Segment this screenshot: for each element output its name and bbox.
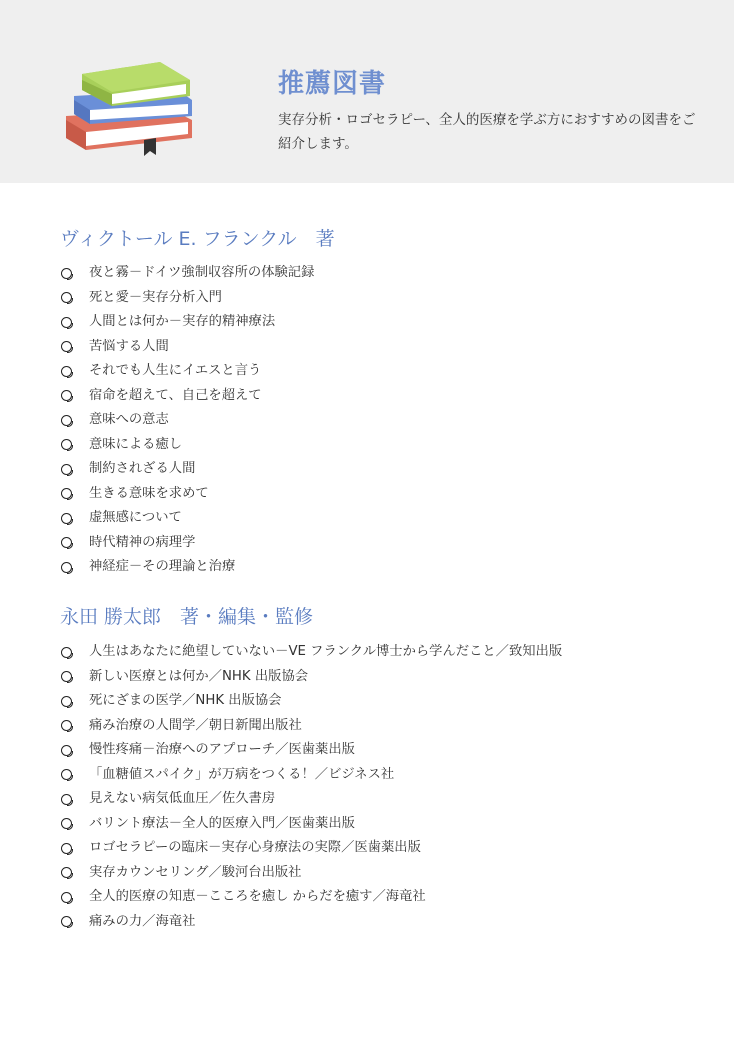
book-title: 見えない病気低血圧／佐久書房: [89, 791, 276, 806]
open-circle-bullet-icon: [61, 513, 72, 524]
open-circle-bullet-icon: [61, 696, 72, 707]
list-item: [60, 433, 314, 458]
open-circle-bullet-icon: [61, 867, 72, 878]
book-list-frankl: [60, 261, 314, 580]
list-item: [60, 457, 314, 482]
list-item: [60, 861, 562, 886]
list-item: [60, 640, 562, 665]
book-title: 痛み治療の人間学／朝日新聞出版社: [89, 717, 302, 733]
open-circle-bullet-icon: [61, 268, 72, 279]
open-circle-bullet-icon: [61, 537, 72, 548]
list-item: [60, 310, 314, 335]
list-item: [60, 286, 314, 311]
list-item: [60, 812, 562, 837]
book-title: 生きる意味を求めて: [89, 485, 209, 501]
list-item: [60, 787, 562, 812]
book-title: 神経症－その理論と治療: [89, 559, 236, 574]
open-circle-bullet-icon: [61, 439, 72, 450]
open-circle-bullet-icon: [61, 562, 72, 573]
open-circle-bullet-icon: [61, 818, 72, 829]
open-circle-bullet-icon: [61, 843, 72, 854]
book-title: 死にざまの医学／NHK 出版協会: [89, 693, 282, 708]
book-title: 虚無感について: [89, 510, 182, 525]
open-circle-bullet-icon: [61, 745, 72, 756]
book-title: 全人的医療の知恵－こころを癒し からだを癒す／海竜社: [89, 889, 426, 904]
page-title: 推薦図書: [278, 69, 387, 99]
list-item: [60, 506, 314, 531]
list-item: [60, 555, 314, 580]
book-title: 「血糖値スパイク」が万病をつくる！／ビジネス社: [89, 766, 395, 782]
list-item: [60, 689, 562, 714]
section-title-nagata: 永田 勝太郎 著・編集・監修: [60, 606, 314, 628]
open-circle-bullet-icon: [61, 488, 72, 499]
book-title: 苦悩する人間: [89, 338, 169, 354]
open-circle-bullet-icon: [61, 464, 72, 475]
open-circle-bullet-icon: [61, 366, 72, 377]
open-circle-bullet-icon: [61, 341, 72, 352]
open-circle-bullet-icon: [61, 317, 72, 328]
list-item: [60, 714, 562, 739]
open-circle-bullet-icon: [61, 292, 72, 303]
book-title: 慢性疼痛－治療へのアプローチ／医歯薬出版: [89, 742, 355, 757]
book-title: 制約されざる人間: [89, 461, 196, 476]
book-title: 意味による癒し: [89, 436, 183, 452]
list-item: [60, 359, 314, 384]
page-description: 実存分析・ロゴセラピー、全人的医療を学ぶ方におすすめの図書をご紹介します。: [278, 112, 696, 152]
list-item: [60, 482, 314, 507]
open-circle-bullet-icon: [61, 647, 72, 658]
list-item: [60, 384, 314, 409]
list-item: [60, 885, 562, 910]
open-circle-bullet-icon: [61, 415, 72, 426]
open-circle-bullet-icon: [61, 720, 72, 731]
list-item: [60, 763, 562, 788]
book-title: 時代精神の病理学: [89, 534, 196, 550]
book-title: 人生はあなたに絶望していない－VE フランクル博士から学んだこと／致知出版: [89, 644, 563, 659]
list-item: [60, 836, 562, 861]
list-item: [60, 665, 562, 690]
book-title: 実存カウンセリング／駿河台出版社: [89, 864, 302, 880]
open-circle-bullet-icon: [61, 794, 72, 805]
book-title: 痛みの力／海竜社: [89, 913, 196, 929]
open-circle-bullet-icon: [61, 916, 72, 927]
book-title: それでも人生にイエスと言う: [89, 363, 262, 378]
book-title: バリント療法－全人的医療入門／医歯薬出版: [89, 815, 355, 831]
header-banner: [0, 0, 734, 183]
book-title: ロゴセラピーの臨床－実存心身療法の実際／医歯薬出版: [89, 840, 421, 855]
open-circle-bullet-icon: [61, 769, 72, 780]
list-item: [60, 335, 314, 360]
list-item: [60, 408, 314, 433]
list-item: [60, 261, 314, 286]
book-list-nagata: [60, 640, 562, 934]
book-title: 人間とは何か－実存的精神療法: [89, 314, 276, 329]
list-item: [60, 910, 562, 935]
open-circle-bullet-icon: [61, 892, 72, 903]
list-item: [60, 738, 562, 763]
book-title: 新しい医療とは何か／NHK 出版協会: [89, 668, 309, 684]
section-title-frankl: ヴィクトール E. フランクル 著: [60, 228, 335, 250]
stacked-books-icon: [60, 58, 200, 170]
open-circle-bullet-icon: [61, 390, 72, 401]
book-title: 死と愛－実存分析入門: [89, 289, 222, 305]
book-title: 意味への意志: [89, 412, 169, 427]
book-title: 宿命を超えて、自己を超えて: [89, 387, 262, 403]
open-circle-bullet-icon: [61, 671, 72, 682]
book-title: 夜と霧－ドイツ強制収容所の体験記録: [89, 265, 315, 280]
list-item: [60, 531, 314, 556]
